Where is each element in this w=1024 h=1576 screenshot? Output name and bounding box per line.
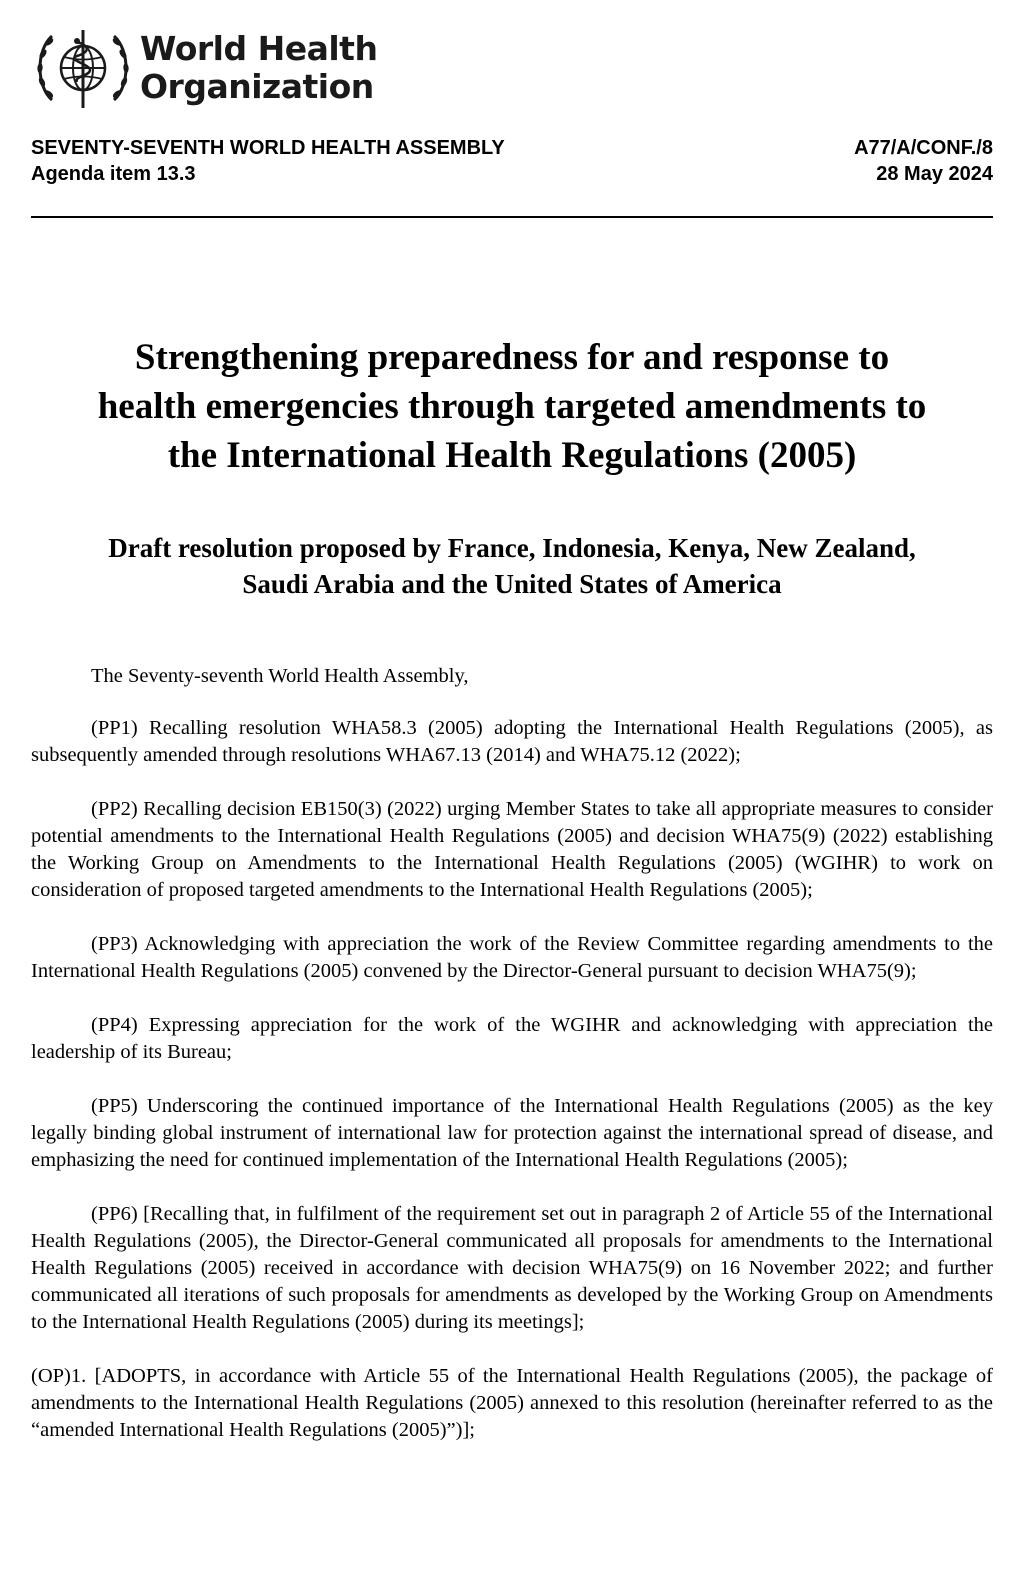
title-line2: health emergencies through targeted amendments to — [97, 386, 927, 427]
assembly-name: SEVENTY-SEVENTH WORLD HEALTH ASSEMBLY — [31, 137, 505, 159]
organization-name — [140, 30, 377, 106]
preamble-paragraph-pp5: (PP5) Underscoring the continued importance of the International Health Regulations (2005) as the key legally binding global instrument of international law for protection against the international spread of disease, and emphasizing the need for continued implementation of the International Health Regulations (2005); — [31, 1095, 993, 1171]
document-subtitle — [20, 530, 1004, 602]
preamble-paragraph-pp6: (PP6) [Recalling that, in fulfilment of the requirement set out in paragraph 2 of Article 55 of the International Health Regulations (2005), the Director-General communicated all proposals for amendments to the International Health Regulations (2005) received in accordance with decision WHA75(9) on 16 November 2022; and further communicated all iterations of such proposals for amendments as developed by the Working Group on Amendments to the International Health Regulations (2005) during its meetings]; — [31, 1203, 993, 1333]
operative-paragraph-op1: (OP)1. [ADOPTS, in accordance with Article 55 of the International Health Regulations (2005), the package of amendments to the International Health Regulations (2005) annexed to this resolution (hereinafter referred to as the “amended International Health Regulations (2005)”)]; — [31, 1365, 993, 1441]
title-line1: Strengthening preparedness for and response to — [134, 337, 890, 378]
organization-name-line2: Organization — [140, 67, 374, 106]
preamble-paragraph-pp2: (PP2) Recalling decision EB150(3) (2022) urging Member States to take all appropriate measures to consider potential amendments to the International Health Regulations (2005) and decision WHA75(9) (2022) establishing the Working Group on Amendments to the International Health Regulations (2005) (WGIHR) to work on consideration of proposed targeted amendments to the International Health Regulations (2005); — [31, 798, 993, 901]
document-number: A77/A/CONF./8 — [854, 137, 993, 159]
document-date: 28 May 2024 — [876, 163, 993, 185]
who-logo — [30, 24, 377, 112]
preamble-paragraph-pp3: (PP3) Acknowledging with appreciation the work of the Review Committee regarding amendments to the International Health Regulations (2005) convened by the Director-General pursuant to decision WHA75(9); — [31, 933, 993, 982]
preamble-paragraph-pp4: (PP4) Expressing appreciation for the work of the WGIHR and acknowledging with appreciation the leadership of its Bureau; — [31, 1014, 993, 1063]
header-divider — [31, 216, 993, 218]
subtitle-line2: Saudi Arabia and the United States of America — [242, 569, 782, 599]
subtitle-line1: Draft resolution proposed by France, Indonesia, Kenya, New Zealand, — [108, 533, 916, 563]
document-title — [20, 333, 1004, 480]
title-line3: the International Health Regulations (2005) — [167, 435, 857, 476]
resolution-body — [31, 663, 993, 1471]
who-emblem-icon — [30, 24, 136, 112]
organization-name-line1: World Health — [140, 29, 378, 68]
agenda-item: Agenda item 13.3 — [31, 163, 196, 185]
resolution-opener: The Seventy-seventh World Health Assembly, — [91, 665, 469, 687]
preamble-paragraph-pp1: (PP1) Recalling resolution WHA58.3 (2005) adopting the International Health Regulations (2005), as subsequently amended through resolutions WHA67.13 (2014) and WHA75.12 (2022); — [31, 717, 993, 766]
